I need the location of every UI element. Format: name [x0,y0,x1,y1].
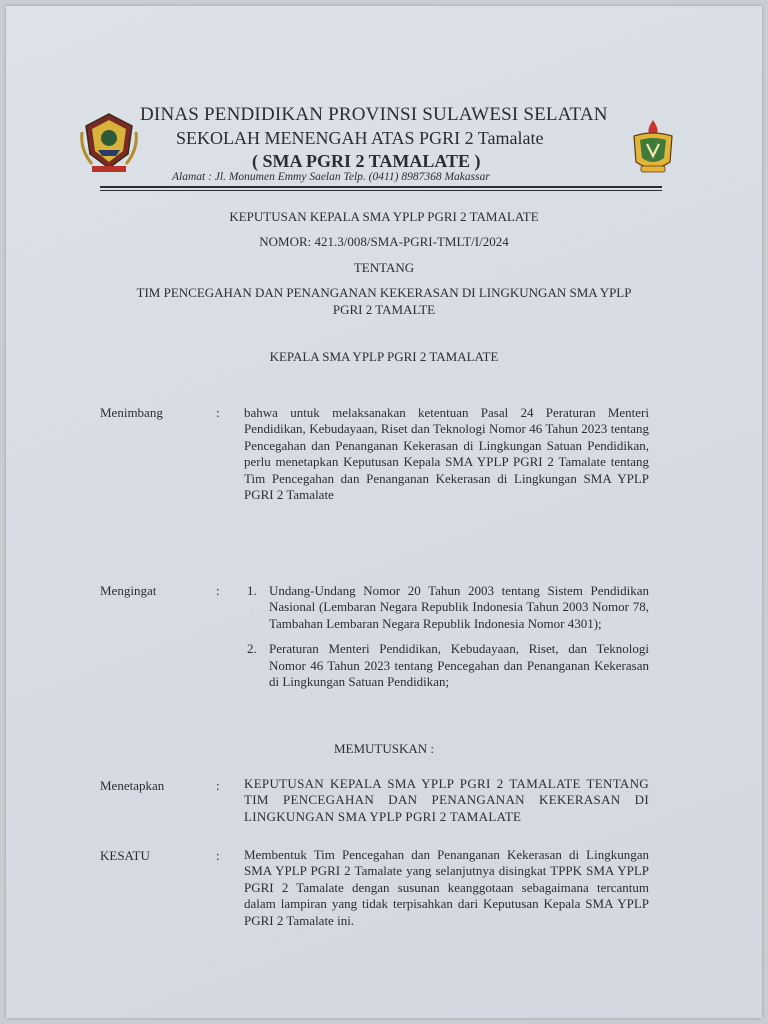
pgri-emblem-icon [630,118,676,176]
decree-subject-line1: TIM PENCEGAHAN DAN PENANGANAN KEKERASAN DI LINGKUNGAN SMA YPLP [136,285,632,300]
decree-title: KEPUTUSAN KEPALA SMA YPLP PGRI 2 TAMALATE [229,209,539,224]
list-item-number: 2. [247,641,257,657]
list-item-number: 1. [247,583,257,598]
memutuskan-heading: MEMUTUSKAN : [333,741,435,756]
letterhead-school: SEKOLAH MENENGAH ATAS PGRI 2 Tamalate [176,128,544,148]
kesatu-text: Membentuk Tim Pencegahan dan Penanganan Kekerasan di Lingkungan SMA YPLP PGRI 2 Tamalate yang selanjutnya disingkat TPPK SMA YPLP PGRI 2 Tamalate dengan susunan keanggotaan sebagaimana tercantum dalam lampiran yang tidak terpisahkan dari Keputusan Kepala SMA YPLP PGRI 2 Tamalate ini. [244,847,649,928]
menimbang-text: bahwa untuk melaksanakan ketentuan Pasal 24 Peraturan Menteri Pendidikan, Kebudayaan, Riset dan Teknologi Nomor 46 Tahun 2023 tentang Pencegahan dan Penanganan Kekerasan di Lingkungan Satuan Pendidikan, perlu menetapkan Keputusan Kepala SMA YPLP PGRI 2 Tamalate tentang Tim Pencegahan dan Penanganan Kekerasan di Lingkungan SMA YPLP PGRI 2 Tamalate [244,405,649,503]
letterhead-address: Alamat : Jl. Monumen Emmy Saelan Telp. (0411) 8987368 Makassar [172,171,490,183]
decree-about: TENTANG [353,260,415,275]
decree-subject-line2: PGRI 2 TAMALTE [332,302,436,317]
mengingat-label: Mengingat [100,583,157,598]
kesatu-label: KESATU [100,848,150,863]
menimbang-colon: : [216,405,220,420]
letterhead-short-name: ( SMA PGRI 2 TAMALATE ) [252,151,481,171]
list-item [244,583,649,632]
menetapkan-text: KEPUTUSAN KEPALA SMA YPLP PGRI 2 TAMALATE TENTANG TIM PENCEGAHAN DAN PENANGANAN KEKERASAN DI LINGKUNGAN SMA YPLP PGRI 2 TAMALATE [244,776,649,824]
list-item [244,641,649,690]
menetapkan-colon: : [216,778,220,793]
mengingat-colon: : [216,583,220,598]
letterhead-divider-thin [100,190,662,191]
letterhead-agency: DINAS PENDIDIKAN PROVINSI SULAWESI SELATAN [140,104,608,125]
mengingat-list [244,583,649,699]
kesatu-colon: : [216,848,220,863]
list-item-text: Undang-Undang Nomor 20 Tahun 2003 tentang Sistem Pendidikan Nasional (Lembaran Negara Republik Indonesia Tahun 2003 Nomor 78, Tambahan Lembaran Negara Republik Indonesia Nomor 4301); [269,583,649,631]
list-item-text: Peraturan Menteri Pendidikan, Kebudayaan, Riset, dan Teknologi Nomor 46 Tahun 2023 tentang Pencegahan dan Penanganan Kekerasan di Lingkungan Satuan Pendidikan; [269,641,649,690]
provincial-emblem-icon [78,110,140,174]
decree-issuer: KEPALA SMA YPLP PGRI 2 TAMALATE [269,349,499,364]
menetapkan-label: Menetapkan [100,778,165,793]
menimbang-label: Menimbang [100,405,163,420]
decree-number: NOMOR: 421.3/008/SMA-PGRI-TMLT/I/2024 [259,234,509,249]
letterhead-divider [100,186,662,188]
